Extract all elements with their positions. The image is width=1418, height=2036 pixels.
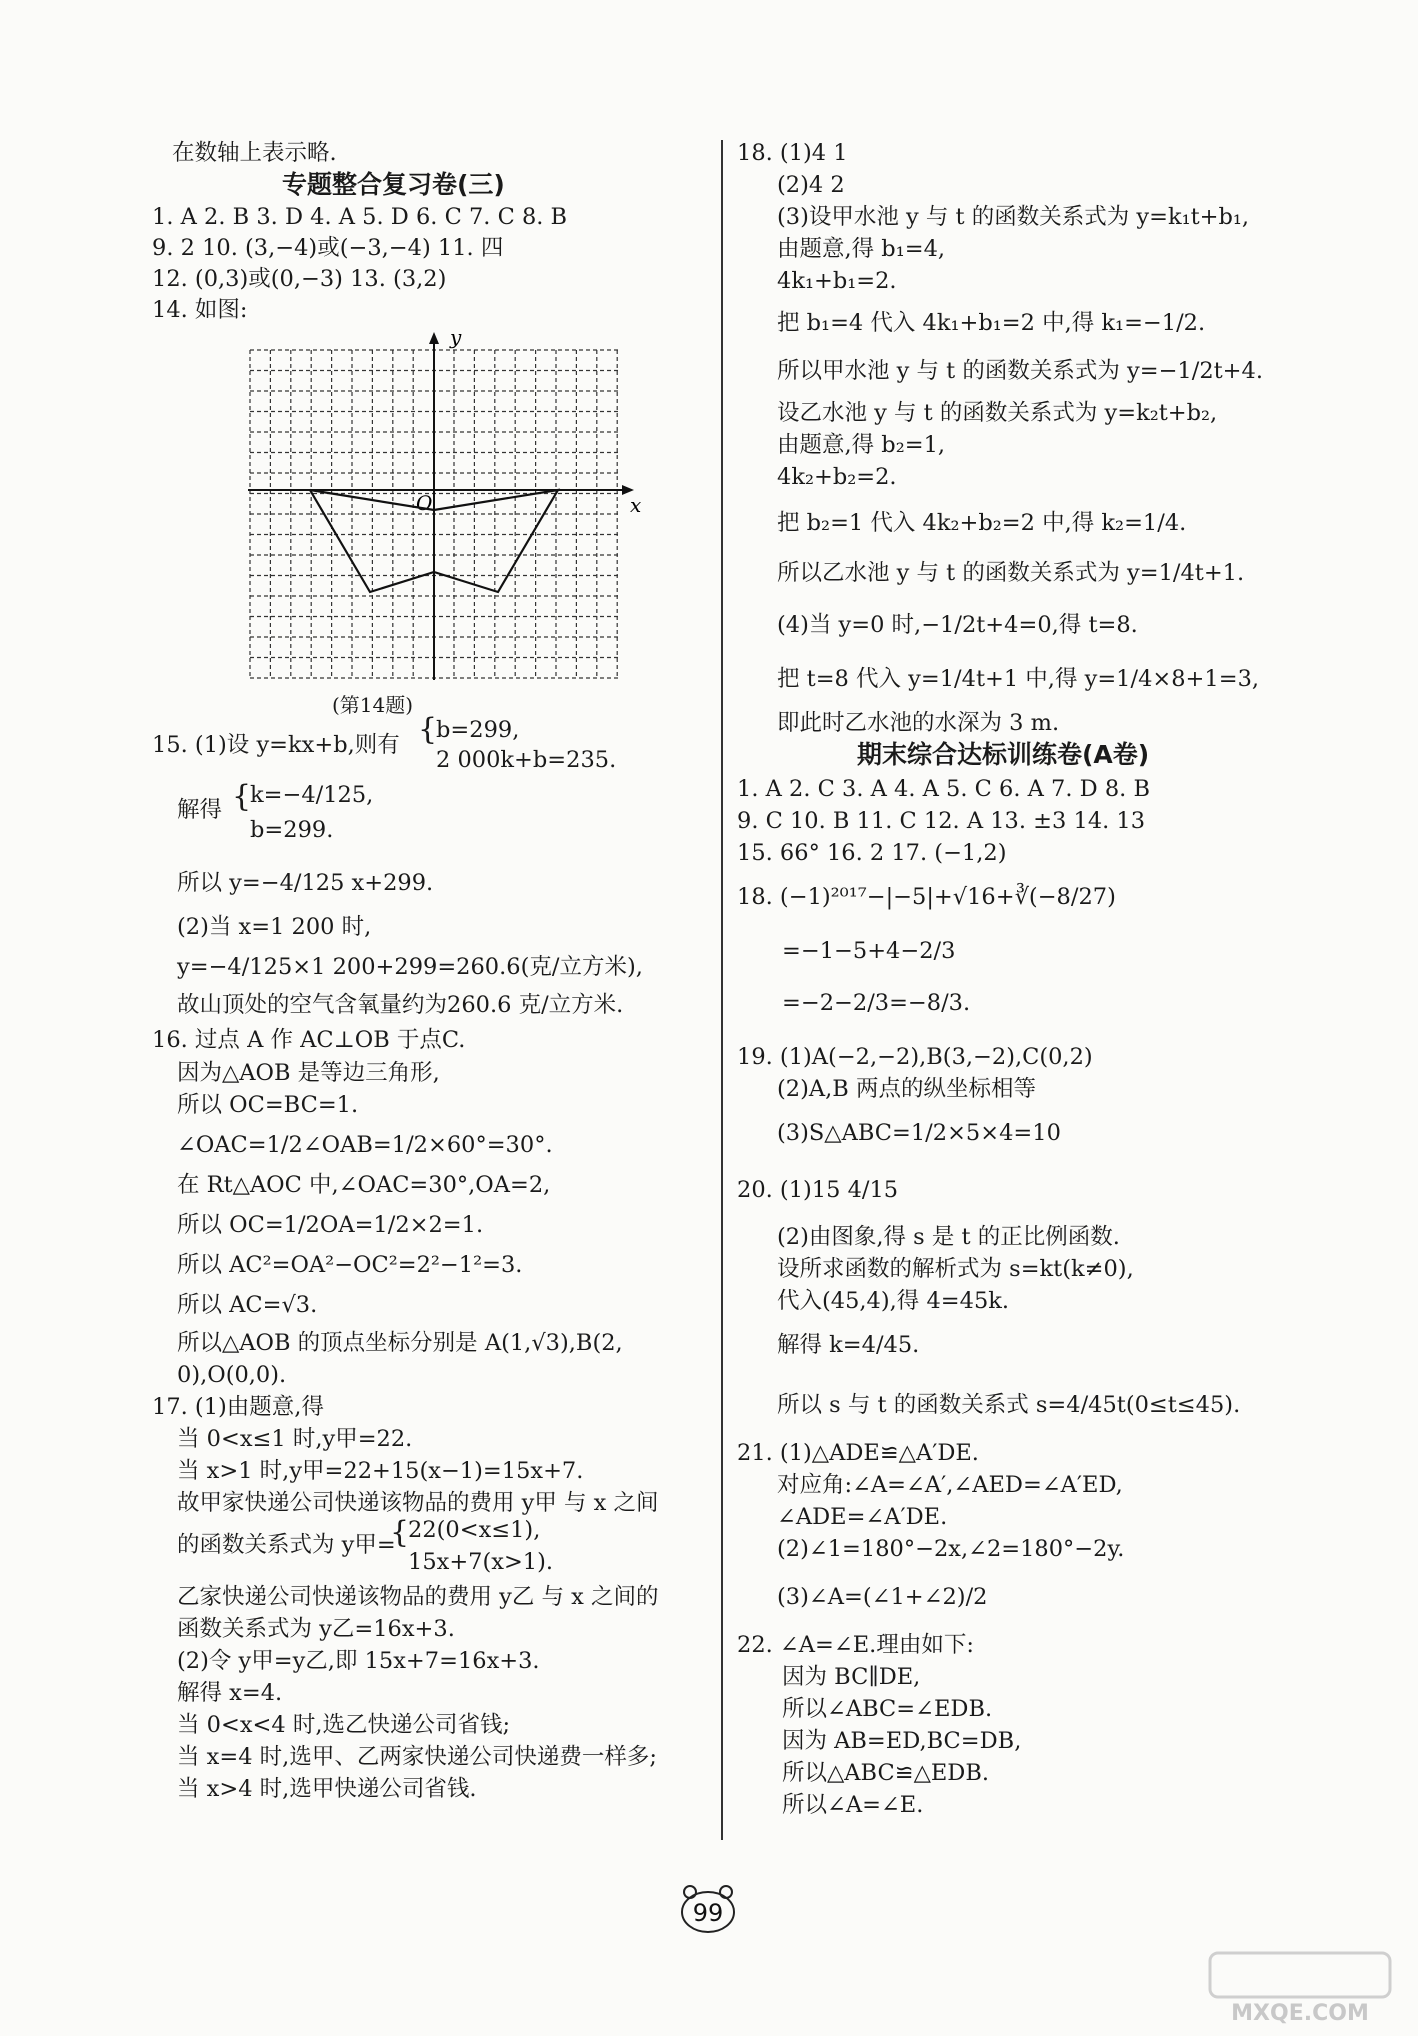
q17-line: 乙家快递公司快递该物品的费用 y乙 与 x 之间的 — [177, 1584, 659, 1610]
q16-line: 所以△AOB 的顶点坐标分别是 A(1,√3),B(2, — [177, 1330, 623, 1356]
r22-line: 因为 BC∥DE, — [782, 1664, 921, 1690]
r18-line: (4)当 y=0 时,−1/2t+4=0,得 t=8. — [777, 612, 1138, 638]
r18-calc-line: =−2−2/3=−8/3. — [782, 990, 971, 1016]
q15-eq: 2 000k+b=235. — [436, 747, 617, 773]
origin-label: O — [416, 491, 433, 515]
r21-line: ∠ADE=∠A′DE. — [777, 1504, 948, 1530]
r18-line: 18. (1)4 1 — [737, 140, 848, 166]
r18-line: 4k₁+b₁=2. — [777, 268, 897, 294]
r21-line: 21. (1)△ADE≌△A′DE. — [737, 1440, 979, 1466]
figure-caption: (第14题) — [332, 693, 414, 717]
logo-frame — [1210, 1953, 1390, 1997]
r19-line: (3)S△ABC=1/2×5×4=10 — [777, 1120, 1061, 1146]
r18-line: 把 b₂=1 代入 4k₂+b₂=2 中,得 k₂=1/4. — [777, 510, 1187, 536]
answer-line: 1. A 2. B 3. D 4. A 5. D 6. C 7. C 8. B — [152, 204, 568, 230]
q17-line: 17. (1)由题意,得 — [152, 1394, 324, 1420]
q15-eq: b=299, — [436, 717, 520, 743]
q16-line: 在 Rt△AOC 中,∠OAC=30°,OA=2, — [177, 1172, 551, 1198]
r20-line: 代入(45,4),得 4=45k. — [777, 1288, 1010, 1314]
r22-line: 因为 AB=ED,BC=DB, — [782, 1728, 1022, 1754]
answer-line: 9. 2 10. (3,−4)或(−3,−4) 11. 四 — [152, 235, 504, 261]
r20-line: 解得 k=4/45. — [777, 1332, 920, 1358]
coordinate-grid-figure — [240, 325, 642, 710]
answer-line: 1. A 2. C 3. A 4. A 5. C 6. A 7. D 8. B — [737, 776, 1151, 802]
brace-icon: { — [232, 779, 252, 814]
answer-line: 9. C 10. B 11. C 12. A 13. ±3 14. 13 — [737, 808, 1146, 834]
r18-line: (3)设甲水池 y 与 t 的函数关系式为 y=k₁t+b₁, — [777, 204, 1250, 230]
q17-eq: 15x+7(x>1). — [408, 1549, 554, 1575]
q17-line: 当 0<x<4 时,选乙快递公司省钱; — [177, 1712, 511, 1738]
page-number-badge — [668, 1880, 748, 1938]
bell-icon — [684, 1886, 696, 1898]
answer-line: 15. 66° 16. 2 17. (−1,2) — [737, 840, 1007, 866]
q17-line: 解得 x=4. — [177, 1680, 283, 1706]
q15-line: y=−4/125×1 200+299=260.6(克/立方米), — [177, 954, 643, 980]
r18-line: 把 t=8 代入 y=1/4t+1 中,得 y=1/4×8+1=3, — [777, 666, 1260, 692]
q17-line: 函数关系式为 y乙=16x+3. — [177, 1616, 455, 1642]
q15-eq: k=−4/125, — [250, 782, 374, 808]
q16-line: 所以 AC=√3. — [177, 1292, 318, 1318]
q16-line: 所以 OC=1/2OA=1/2×2=1. — [177, 1212, 484, 1238]
q17-line: 的函数关系式为 y甲= — [177, 1532, 396, 1558]
r22-line: 22. ∠A=∠E.理由如下: — [737, 1632, 974, 1658]
r21-line: 对应角:∠A=∠A′,∠AED=∠A′ED, — [777, 1472, 1123, 1498]
r22-line: 所以∠ABC=∠EDB. — [782, 1696, 993, 1722]
q17-line: (2)令 y甲=y乙,即 15x+7=16x+3. — [177, 1648, 540, 1674]
y-axis-arrow-icon — [429, 332, 439, 344]
section-title: 期末综合达标训练卷(A卷) — [857, 740, 1150, 769]
q15-eq: b=299. — [250, 817, 334, 843]
q17-line: 当 0<x≤1 时,y甲=22. — [177, 1426, 413, 1452]
r20-line: 设所求函数的解析式为 s=kt(k≠0), — [777, 1256, 1134, 1282]
page-number: 99 — [692, 1899, 724, 1927]
r18-calc-line: 18. (−1)²⁰¹⁷−|−5|+√16+∛(−8/27) — [737, 884, 1116, 910]
q16-line: 所以 OC=BC=1. — [177, 1092, 359, 1118]
r22-line: 所以∠A=∠E. — [782, 1792, 924, 1818]
q17-eq: 22(0<x≤1), — [408, 1517, 541, 1543]
q15-line: 解得 — [177, 797, 223, 823]
q17-line: 当 x=4 时,选甲、乙两家快递公司快递费一样多; — [177, 1744, 657, 1770]
bell-icon — [720, 1886, 732, 1898]
r19-line: 19. (1)A(−2,−2),B(3,−2),C(0,2) — [737, 1044, 1093, 1070]
q15-line: 故山顶处的空气含氧量约为260.6 克/立方米. — [177, 992, 624, 1018]
q16-line: 16. 过点 A 作 AC⊥OB 于点C. — [152, 1027, 466, 1053]
r18-line: 即此时乙水池的水深为 3 m. — [777, 710, 1060, 736]
question-14: 14. 如图: — [152, 297, 248, 323]
r19-line: (2)A,B 两点的纵坐标相等 — [777, 1076, 1036, 1102]
q17-line: 故甲家快递公司快递该物品的费用 y甲 与 x 之间 — [177, 1490, 659, 1516]
watermark-text: MXQE.COM — [1231, 2001, 1369, 2026]
q16-line: 因为△AOB 是等边三角形, — [177, 1060, 440, 1086]
r21-line: (3)∠A=(∠1+∠2)/2 — [777, 1584, 988, 1610]
q15-line: 所以 y=−4/125 x+299. — [177, 870, 434, 896]
r20-line: 20. (1)15 4/15 — [737, 1177, 899, 1203]
section-title: 专题整合复习卷(三) — [282, 170, 505, 199]
r20-line: (2)由图象,得 s 是 t 的正比例函数. — [777, 1224, 1120, 1250]
r18-calc-line: =−1−5+4−2/3 — [782, 938, 956, 964]
y-axis-label: y — [450, 325, 462, 349]
r18-line: 4k₂+b₂=2. — [777, 464, 897, 490]
q15-line: (2)当 x=1 200 时, — [177, 914, 372, 940]
answer-line: 12. (0,3)或(0,−3) 13. (3,2) — [152, 266, 447, 292]
brace-icon: { — [390, 1515, 410, 1550]
r18-line: 所以甲水池 y 与 t 的函数关系式为 y=−1/2t+4. — [777, 358, 1264, 384]
watermark-logo — [1200, 1948, 1400, 2028]
q16-line: 0),O(0,0). — [177, 1362, 287, 1388]
q16-line: ∠OAC=1/2∠OAB=1/2×60°=30°. — [177, 1132, 553, 1158]
r20-line: 所以 s 与 t 的函数关系式 s=4/45t(0≤t≤45). — [777, 1392, 1241, 1418]
r18-line: 所以乙水池 y 与 t 的函数关系式为 y=1/4t+1. — [777, 560, 1245, 586]
r18-line: 设乙水池 y 与 t 的函数关系式为 y=k₂t+b₂, — [777, 400, 1218, 426]
r18-line: 由题意,得 b₂=1, — [777, 432, 946, 458]
q17-line: 当 x>4 时,选甲快递公司省钱. — [177, 1776, 477, 1802]
column-divider — [721, 140, 723, 1840]
r18-line: 由题意,得 b₁=4, — [777, 236, 946, 262]
q17-line: 当 x>1 时,y甲=22+15(x−1)=15x+7. — [177, 1458, 584, 1484]
x-axis-label: x — [630, 493, 642, 517]
q15-line: 15. (1)设 y=kx+b,则有 — [152, 732, 400, 758]
text-line: 在数轴上表示略. — [172, 140, 337, 166]
r18-line: (2)4 2 — [777, 172, 845, 198]
q16-line: 所以 AC²=OA²−OC²=2²−1²=3. — [177, 1252, 523, 1278]
brace-icon: { — [418, 712, 438, 747]
r22-line: 所以△ABC≌△EDB. — [782, 1760, 990, 1786]
r18-line: 把 b₁=4 代入 4k₁+b₁=2 中,得 k₁=−1/2. — [777, 310, 1206, 336]
r21-line: (2)∠1=180°−2x,∠2=180°−2y. — [777, 1536, 1125, 1562]
